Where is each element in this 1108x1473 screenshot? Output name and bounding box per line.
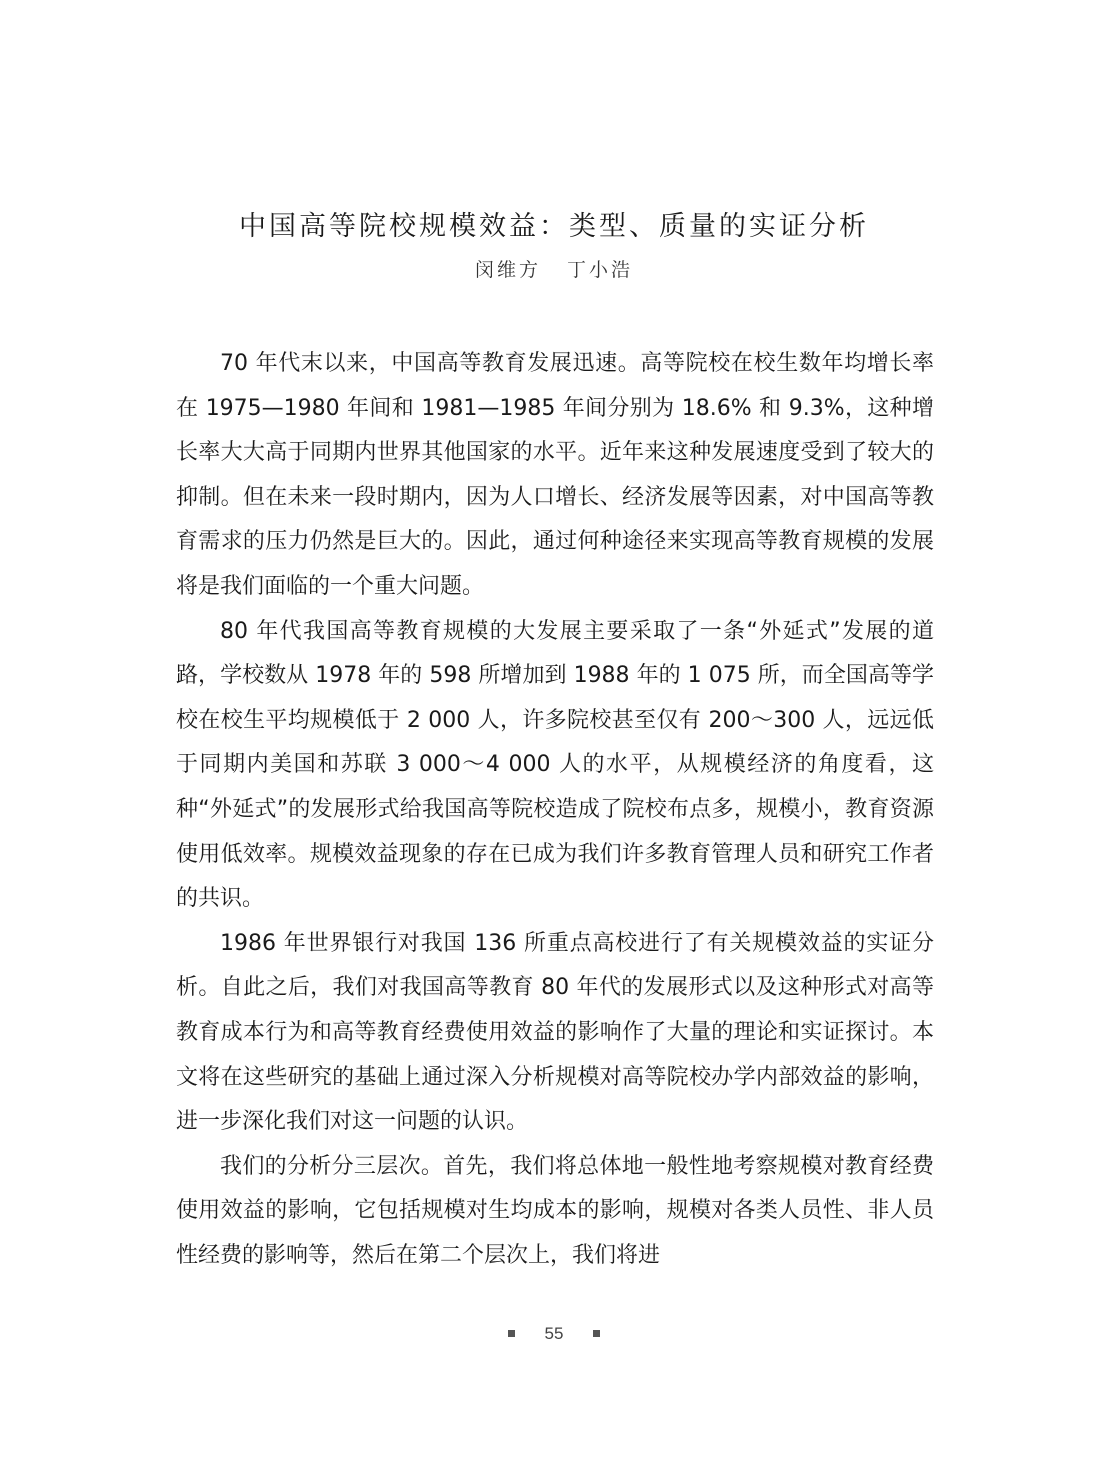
page-number: 55 [544, 1324, 564, 1343]
paragraph: 我们的分析分三层次。首先，我们将总体地一般性地考察规模对教育经费使用效益的影响，它包括规模对生均成本的影响，规模对各类人员性、非人员性经费的影响等，然后在第二个层次上，我们将进 [176, 1153, 934, 1268]
square-bullet-icon [593, 1330, 600, 1337]
paragraph: 80 年代我国高等教育规模的大发展主要采取了一条“外延式”发展的道路，学校数从 1978 年的 598 所增加到 1988 年的 1 075 所，而全国高等学校在校生平均规模低于 2 000 人，许多院校甚至仅有 200～300 人，远远低于同期内美国和苏联 3 000～4 000 人的水平，从规模经济的角度看，这种“外延式”的发展形式给我国高等院校造成了院校布点多，规模小，教育资源使用低效率。规模效益现象的存在已成为我们许多教育管理人员和研究工作者的共识。 [176, 618, 934, 912]
author-line [0, 255, 1108, 282]
paragraph: 1986 年世界银行对我国 136 所重点高校进行了有关规模效益的实证分析。自此之后，我们对我国高等教育 80 年代的发展形式以及这种形式对高等教育成本行为和高等教育经费使用效益的影响作了大量的理论和实证探讨。本文将在这些研究的基础上通过深入分析规模对高等院校办学内部效益的影响，进一步深化我们对这一问题的认识。 [176, 930, 934, 1135]
paragraph: 70 年代末以来，中国高等教育发展迅速。高等院校在校生数年均增长率在 1975—1980 年间和 1981—1985 年间分别为 18.6% 和 9.3%，这种增长率大大高于同期内世界其他国家的水平。近年来这种发展速度受到了较大的抑制。但在未来一段时期内，因为人口增长、经济发展等因素，对中国高等教育需求的压力仍然是巨大的。因此，通过何种途径来实现高等教育规模的发展将是我们面临的一个重大问题。 [176, 351, 934, 599]
square-bullet-icon [508, 1330, 515, 1337]
author-name: 丁小浩 [567, 259, 634, 281]
article-title: 中国高等院校规模效益：类型、质量的实证分析 [239, 211, 869, 242]
author-name: 闵维方 [474, 259, 541, 281]
page-footer [0, 1324, 1108, 1344]
article-body [176, 342, 934, 1278]
